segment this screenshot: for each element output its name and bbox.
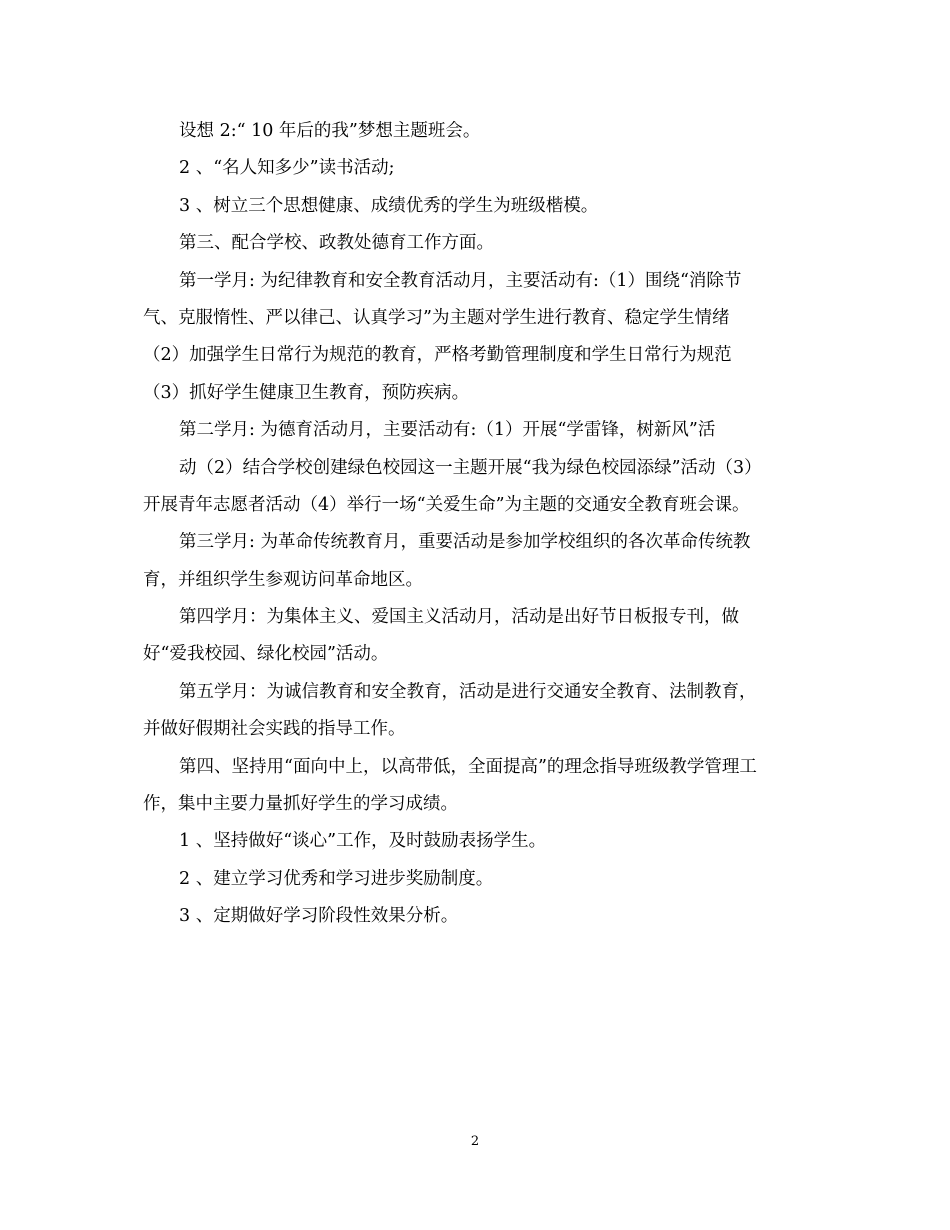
text-line: 气、克服惰性、严以律己、认真学习”为主题对学生进行教育、稳定学生情绪 <box>143 307 730 328</box>
text-line: 第四学月：为集体主义、爱国主义活动月，活动是出好节日板报专刊，做 <box>179 607 739 628</box>
text-line: 设想 2:“ 10 年后的我”梦想主题班会。 <box>179 121 481 141</box>
section-heading: 第四、坚持用“面向中上，以高带低，全面提高”的理念指导班级教学管理工 <box>179 756 757 777</box>
text-line: 3 、定期做好学习阶段性效果分析。 <box>179 906 459 927</box>
text-line: （3）抓好学生健康卫生教育，预防疾病。 <box>143 382 470 403</box>
text-line: 2 、“名人知多少”读书活动; <box>179 158 395 179</box>
section-heading: 第三、配合学校、政教处德育工作方面。 <box>179 233 494 254</box>
text-line: 第三学月: 为革命传统教育月，重要活动是参加学校组织的各次革命传统教 <box>179 532 751 553</box>
text-line: 3 、树立三个思想健康、成绩优秀的学生为班级楷模。 <box>179 195 599 216</box>
text-line: 1 、坚持做好“谈心”工作，及时鼓励表扬学生。 <box>179 831 547 852</box>
text-line: 2 、建立学习优秀和学习进步奖励制度。 <box>179 868 494 889</box>
text-line: 好“爱我校园、绿化校园”活动。 <box>143 644 389 665</box>
text-line: 第五学月：为诚信教育和安全教育，活动是进行交通安全教育、法制教育， <box>179 681 757 702</box>
text-line: （2）加强学生日常行为规范的教育，严格考勤管理制度和学生日常行为规范 <box>143 345 732 366</box>
page-number: 2 <box>470 1134 480 1149</box>
text-line: 第一学月: 为纪律教育和安全教育活动月，主要活动有:（1）围绕“消除节 <box>179 270 742 291</box>
text-line: 动（2）结合学校创建绿色校园这一主题开展“我为绿色校园添绿”活动（3） <box>179 457 762 478</box>
text-line: 作，集中主要力量抓好学生的学习成绩。 <box>143 794 458 815</box>
text-line: 开展青年志愿者活动（4）举行一场“关爱生命”为主题的交通安全教育班会课。 <box>143 494 750 515</box>
text-line: 并做好假期社会实践的指导工作。 <box>143 719 406 740</box>
text-line: 育，并组织学生参观访问革命地区。 <box>143 569 423 590</box>
document-body <box>143 113 808 936</box>
text-line: 第二学月: 为德育活动月，主要活动有:（1）开展“学雷锋，树新风”活 <box>179 420 716 441</box>
